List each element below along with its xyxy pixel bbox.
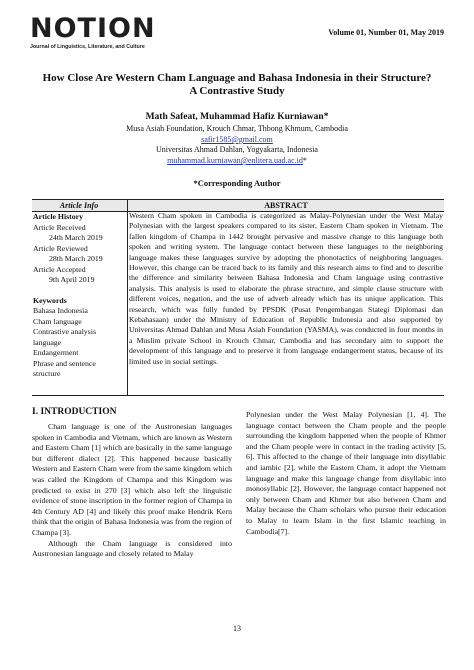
abstract-table <box>32 199 444 396</box>
keyword-item: Contrastive analysis <box>33 327 97 336</box>
affiliation-2: Universitas Ahmad Dahlan, Yogyakarta, Indonesia <box>156 145 318 154</box>
email-1-row <box>30 135 444 145</box>
paper-title <box>30 72 444 98</box>
accepted-label: Article Accepted <box>33 264 86 274</box>
title-line-2: A Contrastive Study <box>189 85 285 97</box>
abstract-text: Western Cham spoken in Cambodia is categorized as Malay-Polynesian under the West Malay Polynesian with the largest speakers compared to its sister, Eastern Cham spoken in Vietnam. The fallen kingdom of Champa in 1442 brought pervasive and massive change to this language both spoken and writing system. The language contact between these languages to the neighboring language makes these languages survive by adopting the phonotactics of neighboring languages. However, this change can be traced back to its family and this research aims to find and to describe the difference and similarity between Bahasa Indonesia and Cham language using contrastive analysis. This analysis is used to elaborate the phrase structure, and simple clause structure with different voices, negation, and the use of adverb already which has its unique application. This research, which was fully funded by PPSDK (Pusat Pengembangan Stategi Diplomasi dan Kebahasaan) under the Ministry of Education of Republic Indonesia and also supported by Universitas Ahmad Dahlan and Musa Asiah Foundation (YASMA), was conducted in four months in a Muslim private School in Krouch Chmar, Cambodia and has secondary aim to support the development of this language and to preserve it from language endangerment status, because of its limited use in social settings. <box>129 211 443 366</box>
keyword-item: language <box>33 337 62 347</box>
volume-info: Volume 01, Number 01, May 2019 <box>328 28 444 37</box>
section-heading-introduction: I. INTRODUCTION <box>32 407 117 417</box>
reviewed-date: 28th March 2019 <box>49 254 103 263</box>
reviewed-label: Article Reviewed <box>33 243 88 253</box>
keyword-item: Bahasa Indonesia <box>33 306 88 315</box>
email-2-asterisk: * <box>302 156 307 165</box>
article-info-header: Article Info <box>59 201 99 210</box>
accepted-date: 9th April 2019 <box>49 275 95 284</box>
abstract-header: ABSTRACT <box>264 201 308 210</box>
keywords-label: Keywords <box>33 295 67 305</box>
column-divider <box>127 199 128 396</box>
email-2-link[interactable]: muhammad.kurniawan@enlitera.uad.ac.id <box>167 156 303 165</box>
email-1-link[interactable]: safir1585@gmail.com <box>201 135 273 144</box>
keyword-item: Endangerment <box>33 348 79 357</box>
article-history-label: Article History <box>33 212 84 221</box>
received-date: 24th March 2019 <box>49 233 103 242</box>
logo-wordmark: NOTION <box>30 13 156 44</box>
affiliation-1: Musa Asiah Foundation, Krouch Chmar, Thbong Khmum, Cambodia <box>126 124 348 133</box>
keyword-item: structure <box>33 369 61 378</box>
table-bottom-rule <box>32 395 444 396</box>
keyword-item: Phrase and sentence <box>33 358 96 368</box>
keyword-item: Cham language <box>33 316 82 326</box>
article-info <box>33 212 125 380</box>
right-column <box>246 410 446 537</box>
title-line-1: How Close Are Western Cham Language and Bahasa Indonesia in their Structure? <box>42 72 432 84</box>
paragraph: Polynesian under the West Malay Polynesian [1, 4]. The language contact between the Cham people and the people surrounding the kingdom happened when the people of Khmer and the Cham people were in contact in the trading activity [5, 6]. This affected to the change of their language into disyllabic and iambic [2], while the Eastern Cham, it adopt the Vietnam language and make this language change from disyllabic into monosyllabic [2]. However, the language contact happened not only between Cham and Khmer but also between Cham and Malay because the Cham scholars who pursue their education to Malay to learn Islam in the first Islamic teaching in Cambodia[7]. <box>246 410 446 536</box>
authors: Math Safeat, Muhammad Hafiz Kurniawan* <box>145 112 329 122</box>
corresponding-author-note: *Corresponding Author <box>193 178 281 188</box>
email-2-row <box>30 156 444 166</box>
paragraph: Cham language is one of the Austronesian languages spoken in Cambodia and Vietnam, which are known as Western and Eastern Cham [1] which are basically in the same language but different dialect [2]. This happened because basically Western and Eastern Cham were from the same kingdom which was called the Kingdom of Champa and this Kingdom was predicted to exist in 270 [3] which also left the linguistic evidence of stone inscription in the former region of Champa in 4th Century AD [4] and likely this proof make Hendrik Kern think that the origin of Bahasa Indonesia was from the region of Champa [3]. <box>32 422 232 537</box>
left-column <box>32 422 232 560</box>
journal-logo <box>30 14 180 54</box>
logo-subtitle: Journal of Linguistics, Literature, and Culture <box>30 44 145 50</box>
page-number: 13 <box>233 624 241 633</box>
paragraph: Although the Cham language is considered into Austronesian language and closely related to Malay <box>32 538 232 559</box>
received-label: Article Received <box>33 222 86 232</box>
